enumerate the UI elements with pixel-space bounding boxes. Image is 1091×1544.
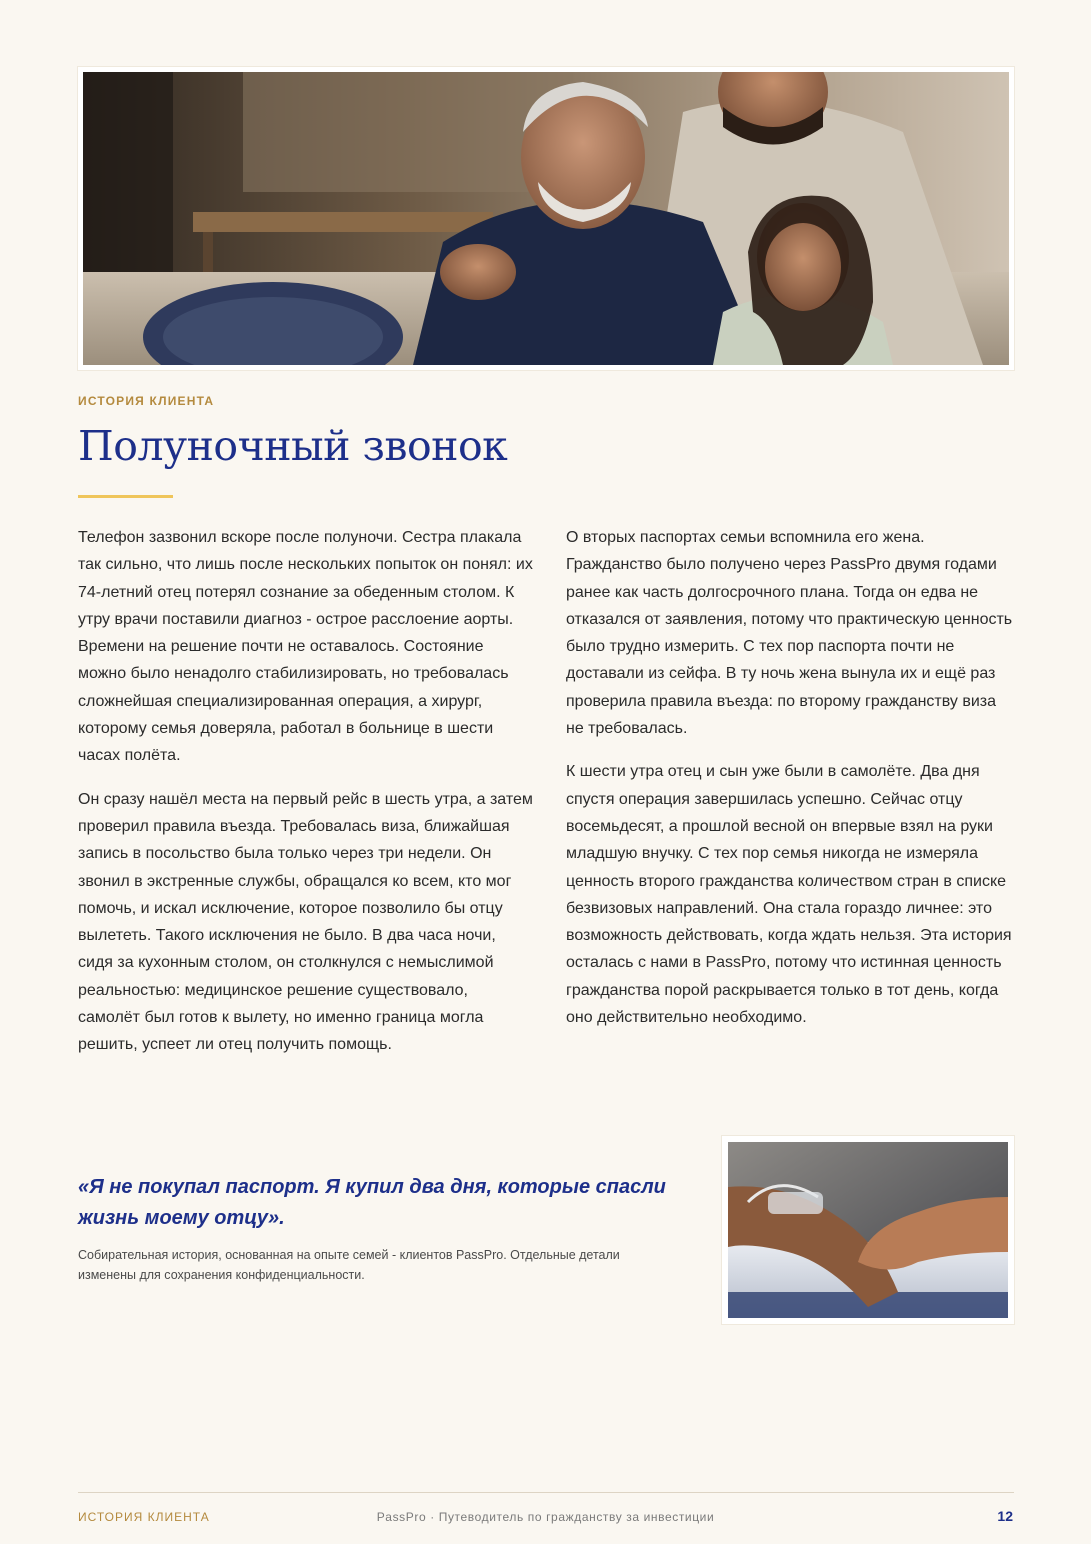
story-paragraph: Телефон зазвонил вскоре после полуночи. Сестра плакала так сильно, что лишь после нескольких попыток он понял: их 74-летний отец потерял сознание за обеденным столом. К утру врачи поставили диагноз - острое расслоение аорты. Времени на решение почти не оставалось. Состояние можно было ненадолго стабилизировать, но требовалась сложнейшая специализированная операция, а хирург, которому семья доверяла, работал в больнице в шести часах полёта. — [78, 529, 533, 765]
story-paragraph: Он сразу нашёл места на первый рейс в шесть утра, а затем проверил правила въезда. Требовалась виза, ближайшая запись в посольство была только через три недели. Он звонил в экстренные службы, обращался ко всем, кто мог помочь, и искал исключение, которое позволило бы отцу вылететь. Такого исключения не было. В два часа ночи, сидя за кухонным столом, он столкнулся с немыслимой реальностью: медицинское решение существовало, самолёт был готов к вылету, но именно граница могла решить, успеет ли отец получить помощь. — [78, 790, 533, 1054]
family-photo-icon — [83, 72, 1009, 365]
section-eyebrow: ИСТОРИЯ КЛИЕНТА — [78, 394, 215, 408]
holding-hands-photo-icon — [728, 1142, 1008, 1318]
footer-publication-title: PassPro · Путеводитель по гражданству за инвестиции — [376, 1510, 715, 1524]
hero-image-frame — [78, 67, 1014, 370]
story-paragraph: О вторых паспортах семьи вспомнила его жена. Гражданство было получено через PassPro двумя годами ранее как часть долгосрочного плана. Тогда он едва не отказался от заявления, потому что практическую ценность было трудно измерить. С тех пор паспорта почти не доставали из сейфа. В ту ночь жена вынула их и ещё раз проверила правила въезда: по второму гражданству виза не требовалась. — [566, 529, 1013, 738]
footer-divider — [78, 1492, 1014, 1493]
pull-quote: «Я не покупал паспорт. Я купил два дня, которые спасли жизнь моему отцу». — [78, 1176, 666, 1229]
title-underline — [78, 495, 173, 498]
side-image-frame — [722, 1136, 1014, 1324]
page-number: 12 — [997, 1508, 1013, 1524]
footer-section-label: ИСТОРИЯ КЛИЕНТА — [78, 1510, 210, 1524]
story-column-left — [78, 524, 533, 1075]
disclaimer-note: Собирательная история, основанная на опыте семей - клиентов PassPro. Отдельные детали изменены для сохранения конфиденциальности. — [78, 1248, 620, 1282]
story-column-right — [566, 524, 1014, 1047]
story-paragraph: К шести утра отец и сын уже были в самолёте. Два дня спустя операция завершилась успешно. Сейчас отцу восемьдесят, а прошлой весной он впервые взял на руки младшую внучку. С тех пор семья никогда не измеряла ценность второго гражданства количеством стран в списке безвизовых направлений. Она стала гораздо личнее: это возможность действовать, когда ждать нельзя. Эта история осталась с нами в PassPro, потому что истинная ценность гражданства порой раскрывается только в тот день, когда оно действительно необходимо. — [566, 763, 1012, 1027]
page-title: Полуночный звонок — [78, 422, 508, 470]
